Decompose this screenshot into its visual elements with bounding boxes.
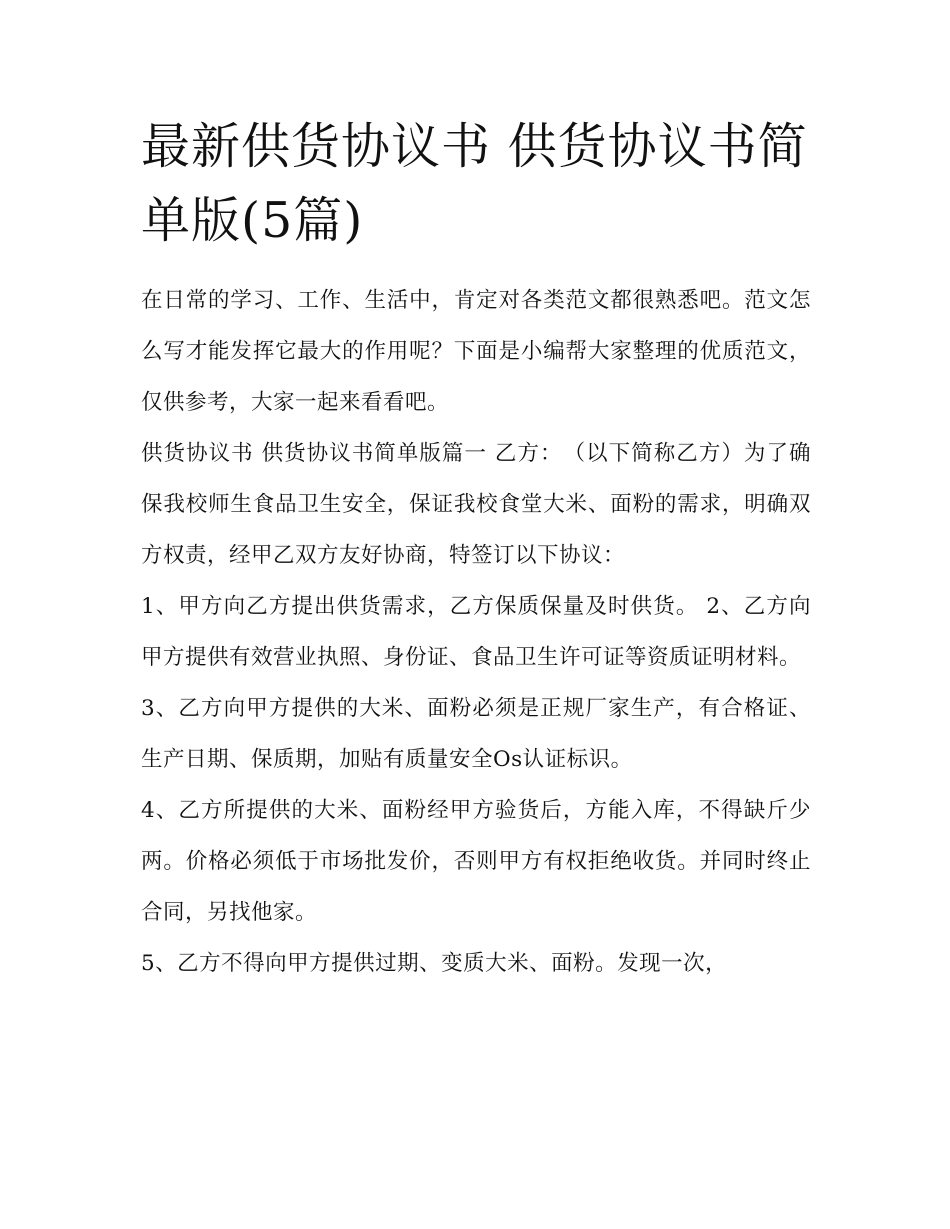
document-body xyxy=(141,275,811,989)
paragraph-intro: 在日常的学习、工作、生活中，肯定对各类范文都很熟悉吧。范文怎么写才能发挥它最大的作用呢？下面是小编帮大家整理的优质范文，仅供参考，大家一起来看看吧。 xyxy=(141,288,811,415)
paragraph-clause-5: 5、乙方不得向甲方提供过期、变质大米、面粉。发现一次， xyxy=(141,951,728,976)
paragraph-clause-4: 4、乙方所提供的大米、面粉经甲方验货后，方能入库，不得缺斤少两。价格必须低于市场批发价，否则甲方有权拒绝收货。并同时终止合同，另找他家。 xyxy=(141,798,811,925)
paragraph-clause-1-2: 1、甲方向乙方提出供货需求，乙方保质保量及时供货。 2、乙方向甲方提供有效营业执照、身份证、食品卫生许可证等资质证明材料。 xyxy=(141,594,811,670)
document-title: 最新供货协议书 供货协议书简单版(5篇) xyxy=(141,118,808,249)
paragraph-clause-3: 3、乙方向甲方提供的大米、面粉必须是正规厂家生产，有合格证、生产日期、保质期，加贴有质量安全Os认证标识。 xyxy=(141,696,811,772)
paragraph-preamble: 供货协议书 供货协议书简单版篇一 乙方： （以下简称乙方）为了确保我校师生食品卫生安全，保证我校食堂大米、面粉的需求，明确双方权责，经甲乙双方友好协商，特签订以下协议： xyxy=(141,441,811,568)
